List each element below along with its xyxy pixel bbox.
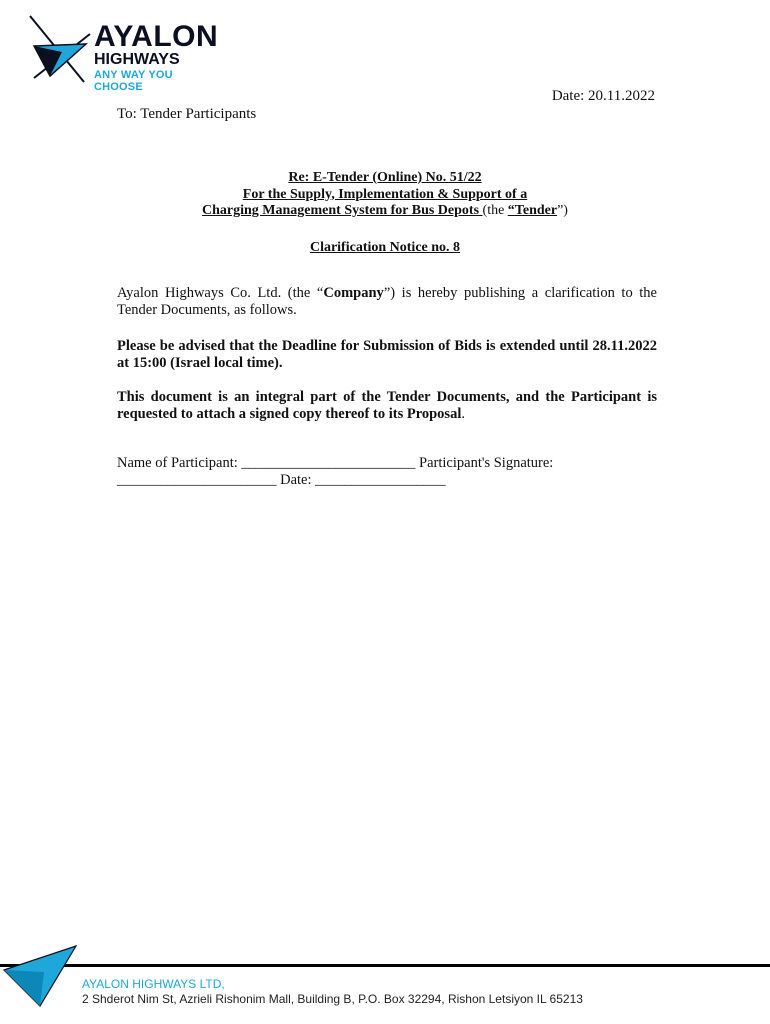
integral-part-period: . <box>461 406 465 422</box>
signature-line-2: ______________________ Date: __________________ <box>117 472 446 488</box>
intro-text-b: ”) is hereby publishing a clarification to the Tender Documents, as follows. <box>117 285 657 318</box>
subject-line-3 <box>117 203 653 220</box>
deadline-paragraph: Please be advised that the Deadline for Submission of Bids is extended until 28.11.2022 at 15:00 (Israel local time). <box>117 338 657 371</box>
subject-block <box>117 170 653 220</box>
intro-text-a: Ayalon Highways Co. Ltd. (the “ <box>117 285 324 301</box>
subject-line-1: Re: E-Tender (Online) No. 51/22 <box>288 170 482 185</box>
logo-tagline: ANY WAY YOU CHOOSE <box>94 69 173 93</box>
intro-company-term: Company <box>323 285 384 301</box>
subject-line-3-main: Charging Management System for Bus Depots <box>202 203 483 218</box>
letter-recipient: To: Tender Participants <box>117 106 257 122</box>
integral-part-paragraph <box>117 389 657 423</box>
signature-line-1: Name of Participant: ________________________ Participant's Signature: <box>117 455 554 471</box>
letter-date: Date: 20.11.2022 <box>551 88 655 104</box>
logo-arrow-icon <box>28 14 92 84</box>
ayalon-logo <box>28 14 219 93</box>
integral-part-text: This document is an integral part of the Tender Documents, and the Participant is requested to attach a signed copy thereof to its Proposal <box>117 389 657 422</box>
logo-wordmark: AYALON <box>94 20 219 53</box>
intro-paragraph <box>117 285 657 319</box>
footer-divider <box>0 964 770 967</box>
footer-address: 2 Shderot Nim St, Azrieli Rishonim Mall, Building B, P.O. Box 32294, Rishon Letsiyon IL 65213 <box>82 992 583 1006</box>
subject-line-2: For the Supply, Implementation & Support of a <box>242 186 528 202</box>
signature-block <box>117 455 657 489</box>
notice-title: Clarification Notice no. 8 <box>309 240 461 255</box>
subject-close: ”) <box>557 203 568 218</box>
subject-the: (the <box>482 203 508 218</box>
logo-subword: HIGHWAYS <box>94 51 180 68</box>
subject-tender-term: “Tender <box>507 203 558 218</box>
footer-company-name: AYALON HIGHWAYS LTD, <box>82 977 225 991</box>
footer-arrow-icon <box>0 942 80 1008</box>
